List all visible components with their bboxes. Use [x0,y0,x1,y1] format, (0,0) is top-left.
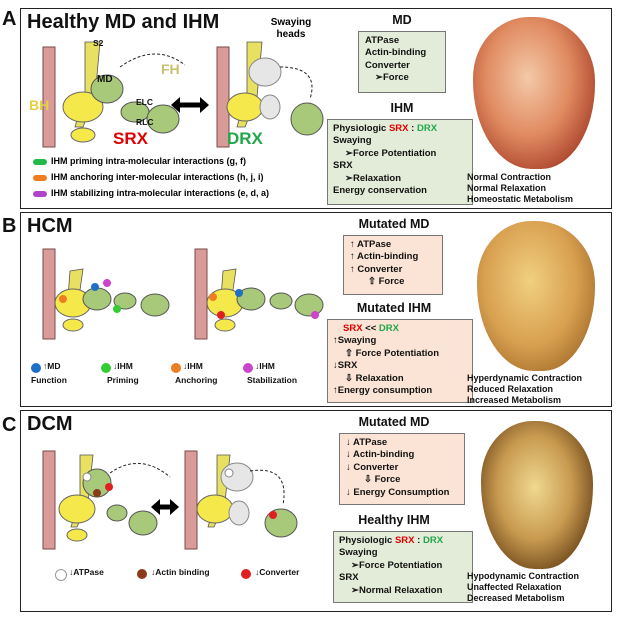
md-line: ↑ ATPase [350,239,392,250]
panel-a-letter: A [2,8,17,30]
md-line: ↓ Converter [346,461,399,473]
ihm-line: ➢Force Potentiation [351,559,443,571]
converter-star-icon [241,569,251,579]
ihm-line: ↓SRX [333,360,358,372]
md-line: ⇩ Force [364,474,401,486]
panel-c-ihm-title: Healthy IHM [358,513,430,527]
md-line: Actin-binding [365,47,427,59]
legend-a-item-1: IHM priming intra-molecular interactions (g, f) [51,156,247,166]
thick-filament-b1 [43,249,55,339]
panel-a-schematic [25,37,325,157]
ihm-line: Energy conservation [333,185,427,197]
panel-c-title: DCM [27,413,73,435]
ihm-line: SRX [333,160,353,172]
swaying-elc [260,95,280,119]
md-line: ⇧ Force [368,276,405,288]
dcm-heart-image [481,421,593,569]
label-md: MD [97,74,113,85]
ihm-line: ⇧ Force Potentiation [345,347,439,359]
atpase-star-icon [55,569,67,581]
label-elc: ELC [136,97,153,107]
panel-a [20,8,612,209]
anchoring-swatch [33,175,47,181]
sway-arrow-c1 [110,463,170,477]
md-line: ↑ Actin-binding [350,251,419,263]
panel-b-md-title: Mutated MD [358,217,430,231]
panel-a-ihm-title: IHM [390,101,414,115]
legend-a-item-2: IHM anchoring inter-molecular interactions (h, j, i) [51,172,264,182]
md-line: ➢Force [375,72,409,84]
ihm-line: Swaying [333,135,372,147]
ihm-line: SRX [339,572,359,584]
thick-filament-b2 [195,249,207,339]
label-drx: DRX [227,129,263,148]
label-s2: S2 [93,38,104,48]
legend-a-item-3: IHM stabilizing intra-molecular interactions (e, d, a) [51,188,270,198]
panel-b-caption: Hyperdynamic Contraction Reduced Relaxation Increased Metabolism [467,373,583,405]
mutation-star [59,295,67,303]
swaying-head [249,58,281,86]
mutation-star [113,305,121,313]
md-line: ATPase [365,35,400,46]
panel-c-caption: Hypodynamic Contraction Unaffected Relaxation Decreased Metabolism [467,571,580,603]
actin-star-icon [137,569,147,579]
panel-b-letter: B [2,215,17,237]
panel-a-md-box [358,31,446,93]
panel-c-letter: C [2,414,17,436]
panel-b [20,212,612,407]
panel-b-ihm-title: Mutated IHM [356,301,432,315]
ihm-line: ➢Normal Relaxation [351,584,443,596]
priming-star-icon [101,363,111,373]
panel-c-md-title: Mutated MD [358,415,430,429]
panel-a-ihm-box [327,119,473,205]
ihm-line: ↑Energy consumption [333,385,433,397]
md-line: ↓ Energy Consumption [346,486,450,498]
panel-a-title: Healthy MD and IHM [27,11,220,33]
md-line: ↑ Converter [350,263,403,275]
anchoring-star-icon [171,363,181,373]
sway-arrow-c2 [250,470,284,505]
panel-b-title: HCM [27,215,73,237]
ihm-line: ↑Swaying [333,335,377,347]
panel-c [20,410,612,612]
panel-b-ihm-box [327,319,473,403]
label-rlc: RLC [136,117,154,127]
panel-c-schematic [25,437,325,557]
md-line: ↓ ATPase [346,437,388,448]
panel-a-caption: Normal Contraction Normal Relaxation Homeostatic Metabolism [467,172,574,204]
label-fh: FH [161,61,180,77]
stabilization-star-icon [243,363,253,373]
rlc-left [71,128,95,142]
label-swaying-heads: Swaying heads [270,17,312,40]
label-bh: BH [29,97,50,113]
stabilizing-swatch [33,191,47,197]
md-star-icon [31,363,41,373]
ihm-line: ⇩ Relaxation [345,372,404,384]
label-srx: SRX [113,129,148,148]
md-line: Converter [365,59,410,71]
panel-b-md-box [343,235,443,295]
mutation-star [103,279,111,287]
panel-b-schematic [25,241,325,341]
md-line: ↓ Actin-binding [346,449,415,461]
priming-swatch [33,159,47,165]
ihm-line: ➢Force Potentiation [345,147,437,159]
hcm-heart-image [477,221,595,371]
ihm-line: Swaying [339,547,378,559]
healthy-heart-image [473,17,595,169]
mutation-star [91,283,99,291]
panel-c-md-box [339,433,465,505]
panel-c-ihm-box [333,531,473,603]
ihm-ratio-line: Physiologic SRX : DRX [333,123,438,134]
ihm-line: ➢Relaxation [345,172,402,184]
blocked-head-right [227,93,263,121]
ihm-ratio-line: Physiologic SRX : DRX [339,535,444,546]
ihm-ratio-line: SRX << DRX [343,323,399,334]
lever-right [291,103,323,135]
sway-arrow-a2 [280,67,312,99]
legend-c: ↓ATPase ↓Actin binding ↓Converter [55,567,335,587]
legend-b: ↑MD Function ↓IHM Priming ↓IHM Anchoring ↓IHM Stabilization [31,361,298,385]
panel-a-md-title: MD [392,13,412,27]
